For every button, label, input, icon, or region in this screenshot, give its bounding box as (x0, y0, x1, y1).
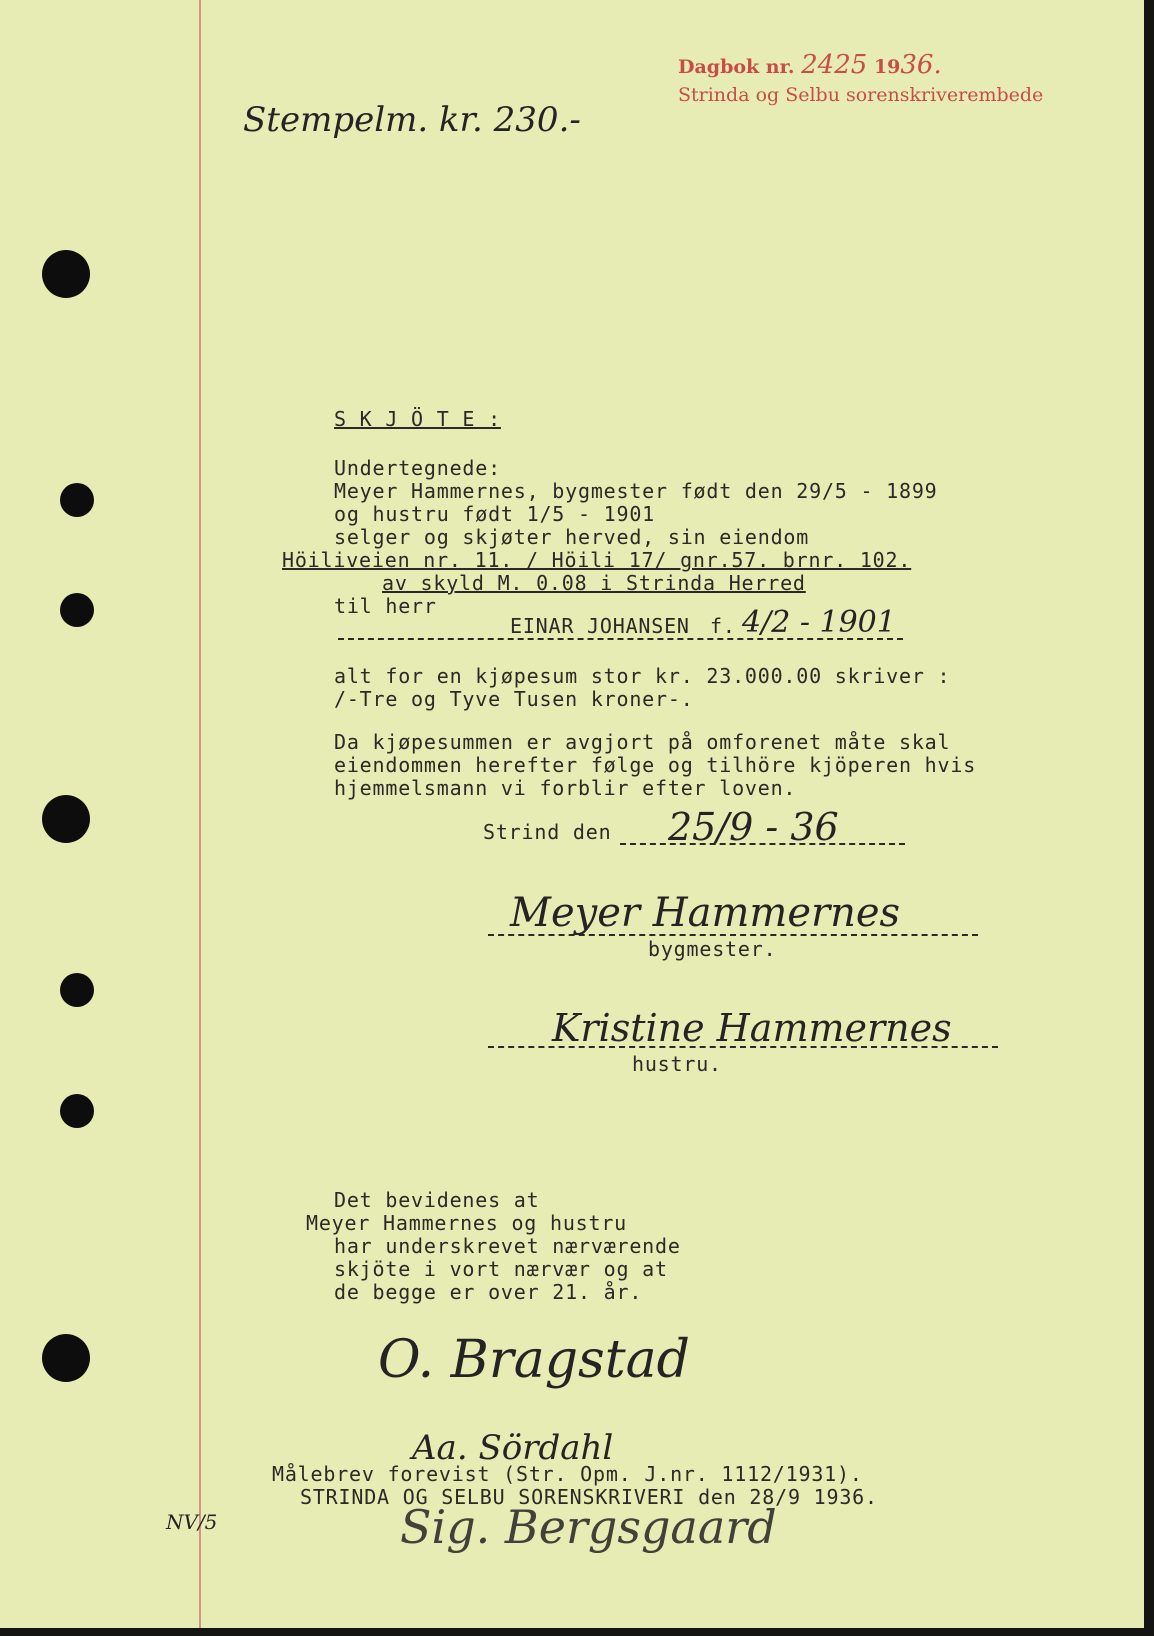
dagbok-year-prefix: 19 (873, 56, 901, 78)
buyer-birth: 4/2 - 1901 (742, 605, 896, 640)
scan-edge-bottom (0, 1628, 1154, 1636)
price-line: alt for en kjøpesum stor kr. 23.000.00 skriver : (334, 664, 951, 688)
body-line: og hustru født 1/5 - 1901 (334, 502, 656, 526)
scan-edge-right (1144, 0, 1154, 1636)
seller-role: bygmester. (648, 937, 777, 961)
punch-hole (60, 483, 94, 517)
witness-line: har underskrevet nærværende (334, 1234, 681, 1258)
punch-hole (42, 1334, 90, 1382)
red-margin-line (199, 0, 201, 1636)
body-line: Undertegnede: (334, 456, 501, 480)
dagbok-number: 2425 (801, 50, 868, 80)
body-line: Meyer Hammernes, bygmester født den 29/5 - 1899 (334, 479, 938, 503)
margin-note: NV/5 (166, 1510, 218, 1534)
dagbok-label: Dagbok nr. (678, 56, 795, 78)
deed-date: 25/9 - 36 (668, 805, 839, 849)
clause-line: Da kjøpesummen er avgjort på omforenet måte skal (334, 730, 951, 754)
witness-line: skjöte i vort nærvær og at (334, 1257, 668, 1281)
dagbok-stamp (678, 50, 942, 80)
clause-line: hjemmelsmann vi forblir efter loven. (334, 776, 797, 800)
punch-hole (42, 795, 90, 843)
witness-signature-2: Aa. Sördahl (412, 1428, 614, 1468)
witness-signature-1: O. Bragstad (378, 1330, 690, 1390)
price-line: /-Tre og Tyve Tusen kroner-. (334, 687, 694, 711)
dagbok-year-suffix: 36. (900, 50, 942, 80)
deed-title: S K J Ö T E : (334, 407, 501, 431)
witness-line: Det bevidenes at (334, 1188, 540, 1212)
registration-line: STRINDA OG SELBU SORENSKRIVERI den 28/9 1936. (300, 1485, 878, 1509)
witness-line: Meyer Hammernes og hustru (306, 1211, 628, 1235)
punch-hole (60, 1094, 94, 1128)
punch-hole (42, 250, 90, 298)
seller-signature: Meyer Hammernes (510, 890, 901, 936)
wife-role: hustru. (632, 1052, 722, 1076)
body-line: til herr (334, 594, 437, 618)
body-line: selger og skjøter herved, sin eiendom (334, 525, 810, 549)
witness-line: de begge er over 21. år. (334, 1280, 643, 1304)
punch-hole (60, 593, 94, 627)
buyer-f-label: f. (710, 614, 736, 638)
property-line: Höiliveien nr. 11. / Höili 17/ gnr.57. brnr. 102. (282, 548, 912, 572)
wife-signature: Kristine Hammernes (552, 1006, 952, 1050)
place-label: Strind den (483, 820, 612, 844)
registration-line: Målebrev forevist (Str. Opm. J.nr. 1112/1931). (272, 1462, 863, 1486)
stamp-duty-note: Stempelm. kr. 230.- (243, 100, 581, 140)
punch-hole (60, 973, 94, 1007)
official-signature: Sig. Bergsgaard (400, 1500, 777, 1554)
property-line: av skyld M. 0.08 i Strinda Herred (382, 571, 806, 595)
clause-line: eiendommen herefter følge og tilhöre kjöperen hvis (334, 753, 977, 777)
buyer-name: EINAR JOHANSEN (510, 614, 690, 638)
office-stamp: Strinda og Selbu sorenskriverembede (678, 84, 1044, 106)
